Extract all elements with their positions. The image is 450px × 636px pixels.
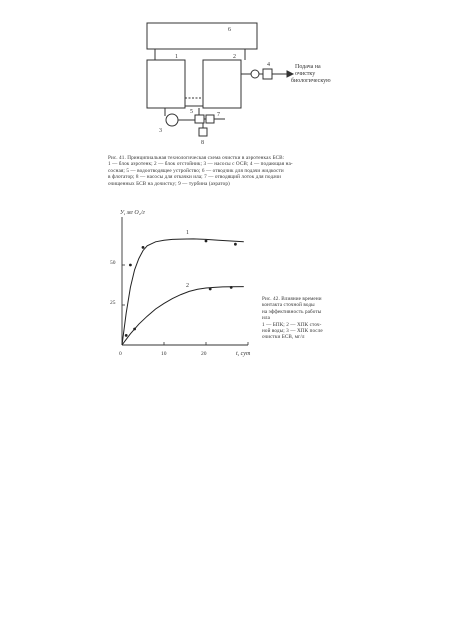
scheme-aeration-tank bbox=[147, 60, 185, 108]
x-tick-label-10: 10 bbox=[161, 351, 167, 357]
scheme-top-tank bbox=[147, 23, 257, 49]
scheme-pump-circle bbox=[251, 70, 259, 78]
scheme-label-5: 5 bbox=[190, 109, 193, 115]
fig41-scheme bbox=[95, 18, 331, 146]
fig41-caption-line: очищенных БСВ на дочистку; 9 — турбина (аэратор) bbox=[108, 180, 230, 187]
y-tick-label-25: 25 bbox=[110, 300, 116, 306]
scheme-label-1: 1 bbox=[175, 54, 178, 60]
scheme-output-line-1: Подача на bbox=[295, 64, 321, 70]
scheme-unit-7 bbox=[206, 115, 214, 123]
scheme-label-4: 4 bbox=[267, 62, 270, 68]
x-tick-label-0: 0 bbox=[119, 351, 122, 357]
scheme-unit-5 bbox=[195, 115, 204, 123]
fig41-caption-line: 1 — блок аэротенк; 2 — блок отстойник; 3 — насосы с ОСВ; 4 — подающая на- bbox=[108, 161, 293, 168]
scheme-label-8: 8 bbox=[201, 140, 204, 146]
fig42-caption-line: очистки БСВ, мг/л bbox=[262, 334, 305, 341]
fig42-caption-line: Рис. 42. Влияние времени bbox=[262, 296, 322, 302]
series-1-label: 1 bbox=[186, 230, 189, 236]
fig41-caption-line: сосная; 5 — водоотводящее устройство; 6 — отводчик для подачи жидкости bbox=[108, 167, 284, 174]
series-1-point bbox=[205, 240, 208, 243]
x-tick-label-20: 20 bbox=[201, 351, 207, 357]
fig42-caption bbox=[262, 296, 342, 341]
scheme-valve-box bbox=[263, 69, 272, 79]
series-2-label: 2 bbox=[186, 283, 189, 289]
fig41-caption bbox=[108, 155, 348, 187]
series-1-point bbox=[142, 246, 145, 249]
series-2-line bbox=[122, 287, 244, 345]
fig42-caption-line: 1 — БПК; 2 — ХПК сточ- bbox=[262, 321, 322, 328]
y-axis-label: У, мг О₂/г bbox=[120, 210, 145, 216]
scheme-label-7: 7 bbox=[217, 112, 220, 118]
x-axis-label: t, сут bbox=[236, 351, 251, 357]
series-2-point bbox=[133, 328, 136, 331]
scheme-pump-left bbox=[166, 114, 178, 126]
fig42-caption-line: ной воды; 3 — ХПК после bbox=[262, 328, 323, 335]
series-1-line bbox=[122, 239, 244, 345]
series-2-point bbox=[209, 288, 212, 291]
scheme-output-line-3: биологическую bbox=[291, 78, 331, 84]
scheme-label-2: 2 bbox=[233, 54, 236, 60]
series-1-point bbox=[234, 243, 237, 246]
series-2-point bbox=[125, 334, 128, 337]
series-2-point bbox=[230, 286, 233, 289]
scheme-unit-8 bbox=[199, 128, 207, 136]
scheme-label-6: 6 bbox=[228, 27, 231, 33]
fig42-caption-line: контакта сточной воды bbox=[262, 302, 315, 309]
fig42-caption-line: ила bbox=[262, 315, 270, 322]
fig41-caption-line: Рис. 41. Принципиальная технологическая схема очистки в аэротенках БСВ: bbox=[108, 155, 285, 161]
fig42-caption-line: на эффективность работы bbox=[262, 308, 322, 315]
scheme-output-line-2: очистку bbox=[295, 71, 316, 77]
fig41-caption-line: в флотатор; 8 — насосы для откачки ила; 7 — отводящий лоток для подачи bbox=[108, 174, 281, 181]
scheme-label-3: 3 bbox=[159, 128, 162, 134]
y-tick-label-50: 50 bbox=[110, 260, 116, 266]
fig42-chart bbox=[100, 205, 260, 365]
scheme-settling-tank bbox=[203, 60, 241, 108]
series-1-point bbox=[129, 264, 132, 267]
